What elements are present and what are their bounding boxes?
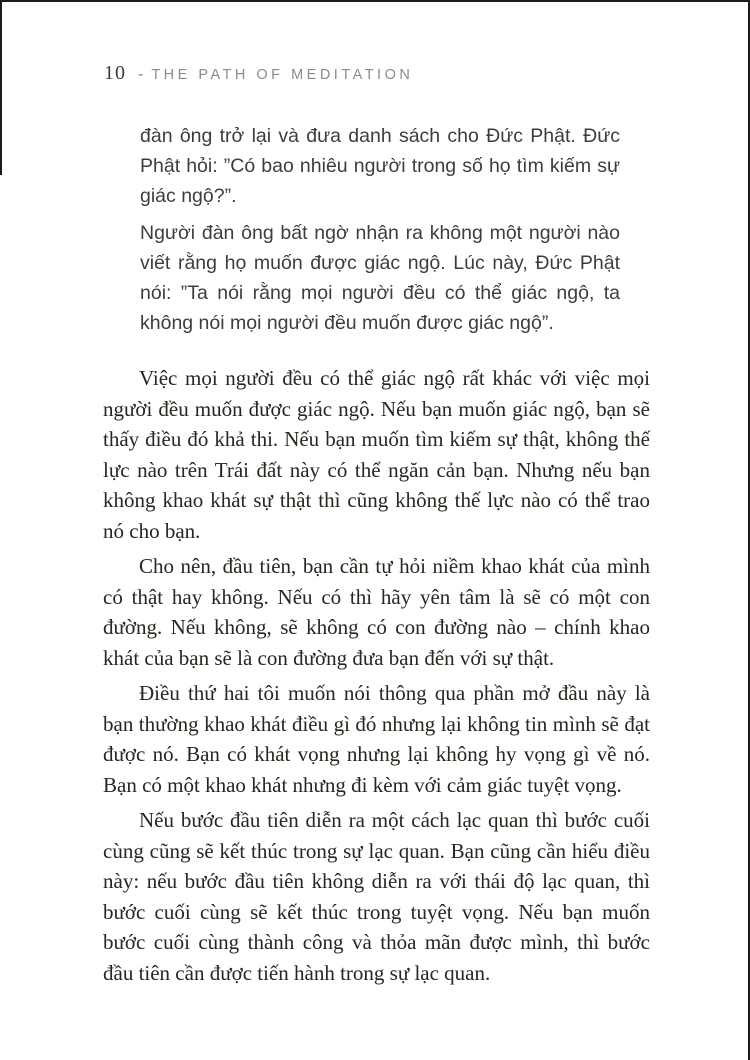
running-header: [104, 62, 413, 85]
body-paragraph: Việc mọi người đều có thể giác ngộ rất khác với việc mọi người đều muốn được giác ngộ. Nếu bạn muốn giác ngộ, bạn sẽ thấy điều đó khả thi. Nếu bạn muốn tìm kiếm sự thật, không thế lực nào trên Trái đất này có thể ngăn cản bạn. Nhưng nếu bạn không khao khát sự thật thì cũng không thế lực nào có thể trao nó cho bạn.: [103, 366, 650, 543]
page-number: 10: [104, 62, 126, 84]
body-text-block: [103, 363, 650, 988]
header-separator: -: [138, 66, 144, 83]
scan-edge-top: [0, 0, 750, 2]
page-content: [103, 121, 650, 993]
body-paragraph: Cho nên, đầu tiên, bạn cần tự hỏi niềm khao khát của mình có thật hay không. Nếu có thì hãy yên tâm là sẽ có một con đường. Nếu không, sẽ không có con đường nào – chính khao khát của bạn sẽ là con đường đưa bạn đến với sự thật.: [103, 554, 650, 670]
scan-edge-left: [0, 0, 2, 175]
quote-paragraph: Người đàn ông bất ngờ nhận ra không một người nào viết rằng họ muốn được giác ngộ. Lúc này, Đức Phật nói: ”Ta nói rằng mọi người đều có thể giác ngộ, ta không nói mọi người đều muốn được giác ngộ”.: [140, 222, 620, 334]
quote-paragraph: đàn ông trở lại và đưa danh sách cho Đức Phật. Đức Phật hỏi: ”Có bao nhiêu người trong số họ tìm kiếm sự giác ngộ?”.: [140, 125, 620, 207]
quote-block: [140, 121, 620, 338]
body-paragraph: Điều thứ hai tôi muốn nói thông qua phần mở đầu này là bạn thường khao khát điều gì đó nhưng lại không tin mình sẽ đạt được nó. Bạn có khát vọng nhưng lại không hy vọng gì về nó. Bạn có một khao khát nhưng đi kèm với cảm giác tuyệt vọng.: [103, 681, 650, 797]
running-title: THE PATH OF MEDITATION: [151, 67, 414, 83]
body-paragraph: Nếu bước đầu tiên diễn ra một cách lạc quan thì bước cuối cùng cũng sẽ kết thúc trong sự lạc quan. Bạn cũng cần hiểu điều này: nếu bước đầu tiên không diễn ra với thái độ lạc quan, thì bước cuối cùng sẽ kết thúc trong tuyệt vọng. Nếu bạn muốn bước cuối cùng thành công và thỏa mãn được mình, thì bước đầu tiên cần được tiến hành trong sự lạc quan.: [103, 808, 650, 985]
